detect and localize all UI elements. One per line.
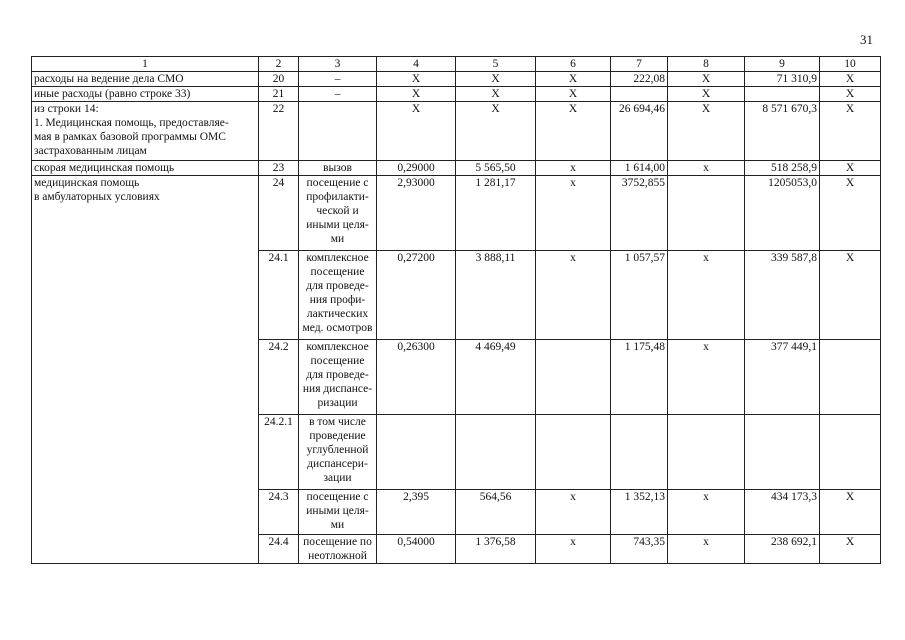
table-cell-col8: х — [668, 340, 745, 415]
table-row — [32, 176, 881, 251]
table-cell-col6: Х — [536, 87, 611, 102]
table-cell-col3: посещение с профилакти- ческой и иными целя- ми — [299, 176, 377, 251]
col-header: 3 — [299, 57, 377, 72]
col-header: 7 — [611, 57, 668, 72]
table-cell-col7: 26 694,46 — [611, 102, 668, 161]
table-cell-col6: х — [536, 490, 611, 535]
table-cell-col2: 24.3 — [259, 490, 299, 535]
table-cell-col4: Х — [377, 72, 456, 87]
table-cell-col6 — [536, 415, 611, 490]
table-cell-col2: 24.2.1 — [259, 415, 299, 490]
table-cell-col5: 4 469,49 — [456, 340, 536, 415]
table-cell-col10: Х — [820, 161, 881, 176]
table-cell-col4: 0,29000 — [377, 161, 456, 176]
table-cell-col3: комплексное посещение для проведе- ния профи- лактических мед. осмотров — [299, 251, 377, 340]
table-cell-col4: Х — [377, 102, 456, 161]
table-cell-col7: 1 057,57 — [611, 251, 668, 340]
table-cell-col4 — [377, 415, 456, 490]
col-header: 10 — [820, 57, 881, 72]
table-cell-col9 — [745, 415, 820, 490]
table-cell-col4: 0,26300 — [377, 340, 456, 415]
table-cell-col7: 1 352,13 — [611, 490, 668, 535]
table-cell-col2: 24 — [259, 176, 299, 251]
table-cell-col4: 0,54000 — [377, 535, 456, 564]
header-row — [32, 57, 881, 72]
table-cell-col6: х — [536, 535, 611, 564]
table-cell-col4: 2,395 — [377, 490, 456, 535]
table-row — [32, 72, 881, 87]
table-row — [32, 87, 881, 102]
table-cell-col2: 20 — [259, 72, 299, 87]
row-label: иные расходы (равно строке 33) — [32, 87, 259, 102]
table-cell-col3: посещение с иными целя- ми — [299, 490, 377, 535]
table-cell-col2: 21 — [259, 87, 299, 102]
table-cell-col10: Х — [820, 102, 881, 161]
table-cell-col7: 1 175,48 — [611, 340, 668, 415]
table-cell-col5: 1 281,17 — [456, 176, 536, 251]
table-cell-col9 — [745, 87, 820, 102]
table-cell-col7: 222,08 — [611, 72, 668, 87]
table-cell-col3: – — [299, 72, 377, 87]
table-cell-col4: Х — [377, 87, 456, 102]
table-cell-col10: Х — [820, 176, 881, 251]
table-cell-col5: 1 376,58 — [456, 535, 536, 564]
table-cell-col10 — [820, 340, 881, 415]
table-cell-col2: 24.4 — [259, 535, 299, 564]
table-cell-col3: посещение по неотложной — [299, 535, 377, 564]
table-cell-col3: комплексное посещение для проведе- ния диспансе- ризации — [299, 340, 377, 415]
table-cell-col8: х — [668, 535, 745, 564]
table-cell-col2: 22 — [259, 102, 299, 161]
table-cell-col7: 3752,855 — [611, 176, 668, 251]
table-cell-col9: 238 692,1 — [745, 535, 820, 564]
table-cell-col10: Х — [820, 87, 881, 102]
table-cell-col5: Х — [456, 87, 536, 102]
table-cell-col8: х — [668, 251, 745, 340]
table-cell-col8 — [668, 176, 745, 251]
table-cell-col8: Х — [668, 72, 745, 87]
col-header: 1 — [32, 57, 259, 72]
table-cell-col8 — [668, 415, 745, 490]
table-cell-col9: 434 173,3 — [745, 490, 820, 535]
table-cell-col9: 518 258,9 — [745, 161, 820, 176]
row-label: из строки 14: 1. Медицинская помощь, предоставляе- мая в рамках базовой программы ОМС застрахованным лицам — [32, 102, 259, 161]
col-header: 8 — [668, 57, 745, 72]
table-cell-col9: 339 587,8 — [745, 251, 820, 340]
table-cell-col6: х — [536, 161, 611, 176]
table-cell-col2: 24.1 — [259, 251, 299, 340]
table-cell-col6: Х — [536, 102, 611, 161]
row-label: скорая медицинская помощь — [32, 161, 259, 176]
table-cell-col8: Х — [668, 102, 745, 161]
table-cell-col9: 71 310,9 — [745, 72, 820, 87]
table-cell-col10 — [820, 415, 881, 490]
col-header: 2 — [259, 57, 299, 72]
table-cell-col8: Х — [668, 87, 745, 102]
table-cell-col5: Х — [456, 72, 536, 87]
table-cell-col9: 1205053,0 — [745, 176, 820, 251]
table-cell-col4: 2,93000 — [377, 176, 456, 251]
table-row — [32, 161, 881, 176]
row-label: расходы на ведение дела СМО — [32, 72, 259, 87]
table-cell-col2: 23 — [259, 161, 299, 176]
table-cell-col3: вызов — [299, 161, 377, 176]
table-cell-col4: 0,27200 — [377, 251, 456, 340]
table-cell-col5: 5 565,50 — [456, 161, 536, 176]
table-cell-col10: Х — [820, 251, 881, 340]
table-cell-col5: Х — [456, 102, 536, 161]
table-cell-col6: Х — [536, 72, 611, 87]
table-cell-col9: 8 571 670,3 — [745, 102, 820, 161]
table-cell-col9: 377 449,1 — [745, 340, 820, 415]
table-cell-col5: 564,56 — [456, 490, 536, 535]
col-header: 5 — [456, 57, 536, 72]
table-row — [32, 102, 881, 161]
row-label: медицинская помощь в амбулаторных условиях — [32, 176, 259, 564]
table-cell-col7 — [611, 415, 668, 490]
table-cell-col6: х — [536, 251, 611, 340]
table-cell-col7: 1 614,00 — [611, 161, 668, 176]
col-header: 9 — [745, 57, 820, 72]
table-cell-col5: 3 888,11 — [456, 251, 536, 340]
table-cell-col3: – — [299, 87, 377, 102]
table-cell-col8: х — [668, 161, 745, 176]
col-header: 4 — [377, 57, 456, 72]
data-table — [31, 56, 881, 564]
table-cell-col2: 24.2 — [259, 340, 299, 415]
table-cell-col3: в том числе проведение углубленной диспансери- зации — [299, 415, 377, 490]
table-cell-col10: Х — [820, 535, 881, 564]
table-cell-col7 — [611, 87, 668, 102]
table-cell-col6: х — [536, 176, 611, 251]
col-header: 6 — [536, 57, 611, 72]
table-cell-col7: 743,35 — [611, 535, 668, 564]
table-cell-col8: х — [668, 490, 745, 535]
table-cell-col10: Х — [820, 490, 881, 535]
table-cell-col6 — [536, 340, 611, 415]
table-cell-col3 — [299, 102, 377, 161]
table-cell-col10: Х — [820, 72, 881, 87]
page-number: 31 — [860, 32, 873, 47]
table-cell-col5 — [456, 415, 536, 490]
